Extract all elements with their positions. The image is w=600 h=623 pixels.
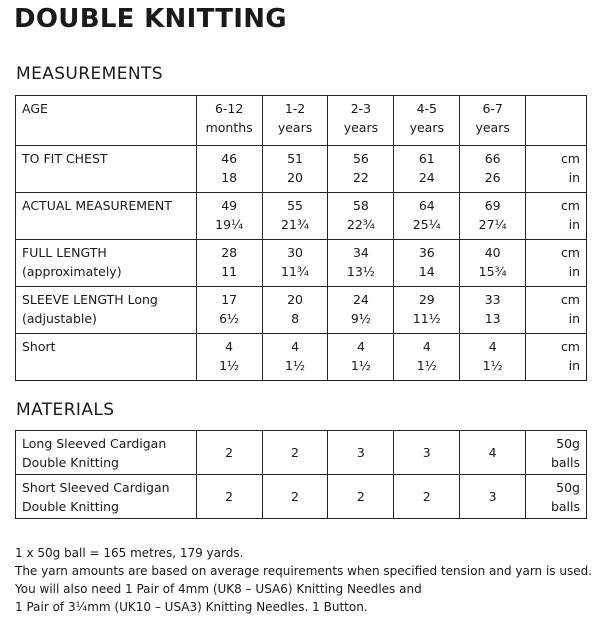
value-cm: 61: [418, 151, 435, 166]
material-label-cell: [16, 475, 197, 519]
materials-table: [15, 430, 587, 519]
age-cell: [328, 96, 394, 146]
value-cell: [262, 240, 328, 287]
value-cm: 69: [484, 198, 501, 213]
row-sublabel: (approximately): [22, 264, 122, 279]
value-cell: [460, 193, 526, 240]
age-unit: years: [409, 120, 444, 135]
unit-cell: [526, 334, 587, 381]
value-in: 1½: [416, 358, 437, 373]
value-cell: [196, 240, 262, 287]
value-cm: 17: [221, 292, 238, 307]
ball-count: 2: [262, 475, 328, 519]
unit-cell: [526, 240, 587, 287]
value-cm: 4: [488, 339, 497, 354]
measurement-row: [16, 146, 587, 193]
value-cm: 30: [287, 245, 303, 260]
age-cell: [262, 96, 328, 146]
materials-heading: MATERIALS: [16, 400, 115, 420]
ball-count: 2: [196, 431, 262, 475]
measurements-table: [15, 95, 587, 381]
ball-count: 3: [394, 431, 460, 475]
value-cm: 40: [484, 245, 501, 260]
value-cm: 4: [356, 339, 365, 354]
measurement-row: [16, 193, 587, 240]
value-in: 13: [484, 311, 501, 326]
value-in: 20: [287, 170, 303, 185]
unit-bottom: in: [568, 217, 580, 232]
note-line: You will also need 1 Pair of 4mm (UK8 – USA6) Knitting Needles and: [15, 582, 422, 596]
value-cell: [196, 193, 262, 240]
value-cell: [460, 146, 526, 193]
value-cell: [328, 334, 394, 381]
age-unit: years: [343, 120, 379, 135]
row-label-cell: [16, 146, 197, 193]
value-in: 1½: [482, 358, 503, 373]
row-label: SLEEVE LENGTH Long: [22, 292, 158, 307]
value-in: 21¾: [281, 217, 310, 232]
value-cell: [262, 193, 328, 240]
ball-count: 4: [460, 431, 526, 475]
age-row: [16, 96, 587, 146]
ball-count: 3: [460, 475, 526, 519]
unit-bottom: balls: [550, 498, 580, 514]
age-unit: years: [277, 120, 313, 135]
age-label: AGE: [16, 96, 197, 146]
value-cm: 29: [418, 292, 435, 307]
value-in: 11¾: [281, 264, 310, 279]
note-line: 1 Pair of 3¼mm (UK10 – USA3) Knitting Needles. 1 Button.: [15, 600, 368, 614]
unit-cell: [526, 287, 587, 334]
value-cm: 28: [221, 245, 238, 260]
value-in: 26: [484, 170, 501, 185]
row-label-cell: [16, 193, 197, 240]
unit-cell: [526, 431, 587, 475]
value-cell: [394, 334, 460, 381]
value-cell: [328, 193, 394, 240]
unit-bottom: in: [568, 358, 580, 373]
ball-count: 2: [328, 475, 394, 519]
value-cm: 58: [352, 198, 369, 213]
unit-top: 50g: [556, 479, 580, 495]
unit-top: cm: [560, 198, 580, 213]
material-label: Short Sleeved Cardigan: [22, 479, 170, 495]
value-cm: 24: [352, 292, 369, 307]
value-cm: 56: [352, 151, 369, 166]
age-cell: [196, 96, 262, 146]
notes: [15, 544, 593, 616]
note-line: The yarn amounts are based on average requirements when specified tension and yarn is used.: [15, 564, 593, 578]
value-cell: [262, 334, 328, 381]
unit-bottom: in: [568, 264, 580, 279]
value-in: 13½: [346, 264, 375, 279]
measurements-rows: [16, 146, 587, 381]
age-cell: [460, 96, 526, 146]
row-label-cell: [16, 334, 197, 381]
value-cell: [196, 146, 262, 193]
value-cm: 4: [225, 339, 234, 354]
value-in: 1½: [285, 358, 306, 373]
value-cm: 34: [352, 245, 369, 260]
material-sublabel: Double Knitting: [22, 454, 119, 470]
unit-cell: [526, 96, 587, 146]
value-in: 11: [221, 264, 238, 279]
value-cm: 33: [484, 292, 501, 307]
value-cell: [262, 287, 328, 334]
value-cell: [460, 334, 526, 381]
row-label-cell: [16, 287, 197, 334]
value-cell: [460, 240, 526, 287]
age-range: 2-3: [350, 101, 372, 116]
row-label-cell: [16, 240, 197, 287]
unit-bottom: in: [568, 311, 580, 326]
value-in: 1½: [219, 358, 240, 373]
unit-top: cm: [560, 292, 580, 307]
value-in: 15¾: [478, 264, 507, 279]
value-cm: 36: [418, 245, 435, 260]
value-cm: 4: [291, 339, 300, 354]
age-range: 6-7: [482, 101, 503, 116]
unit-cell: [526, 193, 587, 240]
value-cm: 46: [221, 151, 238, 166]
value-in: 18: [221, 170, 238, 185]
value-cell: [328, 240, 394, 287]
value-cell: [262, 146, 328, 193]
unit-bottom: balls: [550, 454, 580, 470]
value-cell: [394, 287, 460, 334]
age-cell: [394, 96, 460, 146]
value-in: 22¾: [346, 217, 375, 232]
value-in: 1½: [350, 358, 371, 373]
row-label: Short: [22, 339, 56, 354]
value-cm: 20: [287, 292, 303, 307]
value-in: 25¼: [412, 217, 441, 232]
value-in: 27¼: [478, 217, 507, 232]
value-cell: [394, 193, 460, 240]
value-cm: 64: [418, 198, 435, 213]
unit-bottom: in: [568, 170, 580, 185]
measurement-row: [16, 287, 587, 334]
ball-count: 3: [328, 431, 394, 475]
value-cm: 55: [287, 198, 303, 213]
age-unit: months: [205, 120, 253, 135]
row-label: FULL LENGTH: [22, 245, 107, 260]
age-range: 4-5: [416, 101, 437, 116]
unit-top: cm: [560, 245, 580, 260]
ball-count: 2: [394, 475, 460, 519]
unit-cell: [526, 475, 587, 519]
age-range: 1-2: [284, 101, 306, 116]
value-in: 9½: [350, 311, 371, 326]
unit-cell: [526, 146, 587, 193]
page-title: DOUBLE KNITTING: [14, 4, 287, 34]
value-cm: 51: [287, 151, 303, 166]
value-cell: [394, 146, 460, 193]
material-row: [16, 431, 587, 475]
note-line: 1 x 50g ball = 165 metres, 179 yards.: [15, 546, 244, 560]
value-cm: 49: [221, 198, 238, 213]
value-in: 14: [418, 264, 435, 279]
unit-top: 50g: [556, 435, 580, 451]
ball-count: 2: [262, 431, 328, 475]
value-in: 6½: [219, 311, 240, 326]
value-cm: 66: [484, 151, 501, 166]
measurement-row: [16, 334, 587, 381]
value-cm: 4: [422, 339, 431, 354]
value-in: 24: [418, 170, 435, 185]
age-range: 6-12: [214, 101, 244, 116]
material-label: Long Sleeved Cardigan: [22, 435, 167, 451]
value-in: 19¼: [215, 217, 244, 232]
value-in: 8: [291, 311, 300, 326]
value-cell: [328, 287, 394, 334]
value-in: 11½: [412, 311, 441, 326]
measurements-heading: MEASUREMENTS: [16, 64, 163, 84]
ball-count: 2: [196, 475, 262, 519]
age-unit: years: [475, 120, 510, 135]
material-row: [16, 475, 587, 519]
row-label: TO FIT CHEST: [22, 151, 108, 166]
unit-top: cm: [560, 151, 580, 166]
value-cell: [394, 240, 460, 287]
value-in: 22: [352, 170, 369, 185]
value-cell: [196, 287, 262, 334]
material-sublabel: Double Knitting: [22, 498, 119, 514]
measurement-row: [16, 240, 587, 287]
row-label: ACTUAL MEASUREMENT: [22, 198, 172, 213]
row-sublabel: (adjustable): [22, 311, 97, 326]
value-cell: [196, 334, 262, 381]
material-label-cell: [16, 431, 197, 475]
value-cell: [460, 287, 526, 334]
value-cell: [328, 146, 394, 193]
materials-rows: [16, 431, 587, 519]
unit-top: cm: [560, 339, 580, 354]
